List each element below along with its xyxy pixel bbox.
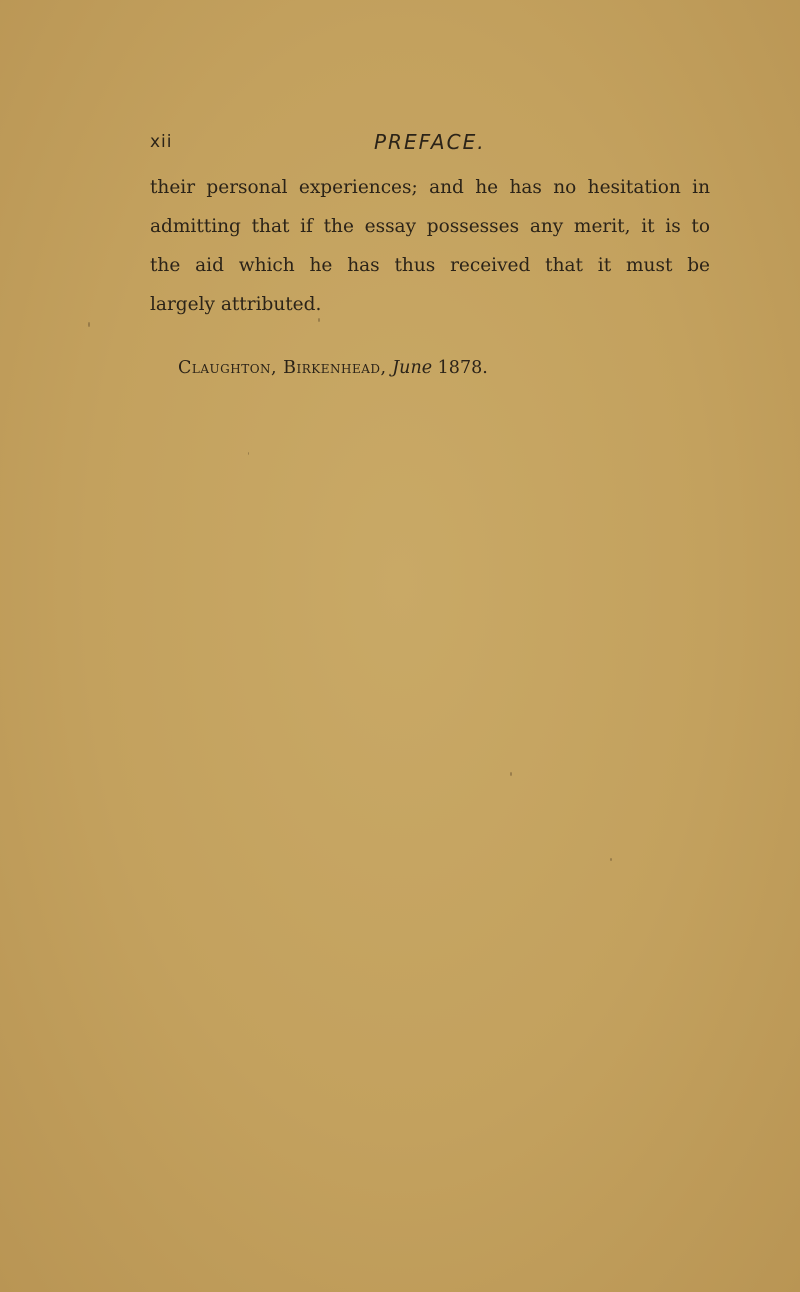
paper-speck (610, 858, 612, 861)
text-line: their personal experiences; and he has no hesitation in (150, 177, 710, 198)
running-title: PREFACE. (374, 130, 486, 154)
signature-month: June (392, 358, 433, 378)
running-head (150, 130, 710, 160)
text-line: admitting that if the essay possesses any merit, it is to (150, 216, 710, 237)
paper-speck (318, 318, 320, 322)
text-line: largely attributed. (150, 294, 322, 315)
paper-speck (248, 452, 249, 455)
signature-year: 1878. (437, 358, 488, 378)
paper-speck (88, 322, 90, 327)
paper-speck (510, 772, 512, 776)
signature-line (178, 358, 488, 378)
text-line: the aid which he has thus received that it must be (150, 255, 710, 276)
signature-place: Claughton, Birkenhead, (178, 358, 387, 378)
preface-paragraph (150, 168, 710, 324)
page-number: xii (150, 132, 173, 152)
